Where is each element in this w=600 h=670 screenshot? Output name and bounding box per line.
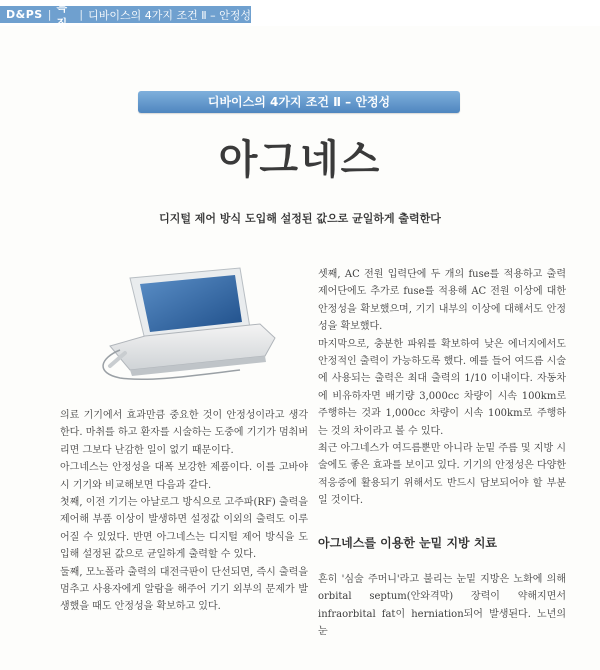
device-image <box>90 258 280 383</box>
paragraph: 첫째, 이전 기기는 아날로그 방식으로 고주파(RF) 출력을 제어해 부품 이상이 발생하면 설정값 이외의 출력도 이루어질 수 있었다. 반면 아그네스는 디지털 제어 방식을 도입해 설정된 값으로 균일하게 출력할 수 있다. <box>60 497 308 561</box>
paragraph: 흔히 '심술 주머니'라고 불리는 눈밑 지방은 노화에 의해 orbital septum(안와격막) 장력이 약해지면서 infraorbital fat이 herniation되어 발생된다. 노년의 눈 <box>318 574 566 638</box>
header-separator: | <box>79 8 84 21</box>
paragraph: 아그네스는 안정성을 대폭 보강한 제품이다. 이를 고바야시 기기와 비교해보면 다음과 같다. <box>60 462 308 491</box>
right-column <box>318 266 566 510</box>
paragraph: 최근 아그네스가 여드름뿐만 아니라 눈밑 주름 및 지방 시술에도 좋은 효과를 보이고 있다. 기기의 안정성은 다양한 적응증에 활용되기 위해서도 반드시 담보되어야 할 부분일 것이다. <box>318 443 566 507</box>
paragraph: 마지막으로, 충분한 파워를 확보하여 낮은 에너지에서도 안정적인 출력이 가능하도록 했다. 예를 들어 여드름 시술에 사용되는 출력은 최대 출력의 1/10 이내이다. 자동차에 비유하자면 배기량 3,000cc 차량이 시속 100km로 주행하는 것과 1,000cc 차량이 시속 100km로 주행하는 것의 차이라고 볼 수 있다. <box>318 338 566 437</box>
right-column-continued <box>318 571 566 641</box>
paragraph: 셋째, AC 전원 입력단에 두 개의 fuse를 적용하고 출력 제어단에도 추가로 fuse를 적용해 AC 전원 이상에 대한 안정성을 확보했으며, 기기 내부의 이상에 대해서도 안정성을 확보했다. <box>318 269 566 333</box>
left-column <box>60 407 308 616</box>
header-separator: | <box>47 8 52 21</box>
category-label: 특집 <box>56 0 68 30</box>
brand-label: D&PS <box>6 8 43 21</box>
paragraph: 의료 기기에서 효과만큼 중요한 것이 안정성이라고 생각한다. 마취를 하고 환자를 시술하는 도중에 기기가 멈춰버리면 그보다 난감한 일이 없기 때문이다. <box>60 410 308 456</box>
section-ribbon: 디바이스의 4가지 조건 Ⅱ – 안정성 <box>138 91 460 113</box>
header-band <box>0 0 251 30</box>
article-title: 아그네스 <box>218 137 382 183</box>
section-heading: 아그네스를 이용한 눈밑 지방 치료 <box>318 536 498 550</box>
breadcrumb: 디바이스의 4가지 조건 Ⅱ – 안정성 <box>88 8 251 22</box>
article-subtitle: 디지털 제어 방식 도입해 설정된 값으로 균일하게 출력한다 <box>159 212 441 225</box>
page-header <box>0 0 600 30</box>
paragraph: 둘째, 모노폴라 출력의 대전극판이 단선되면, 즉시 출력을 멈추고 사용자에게 알람을 해주어 기기 외부의 문제가 발생했을 때도 안정성을 확보하고 있다. <box>60 566 308 613</box>
